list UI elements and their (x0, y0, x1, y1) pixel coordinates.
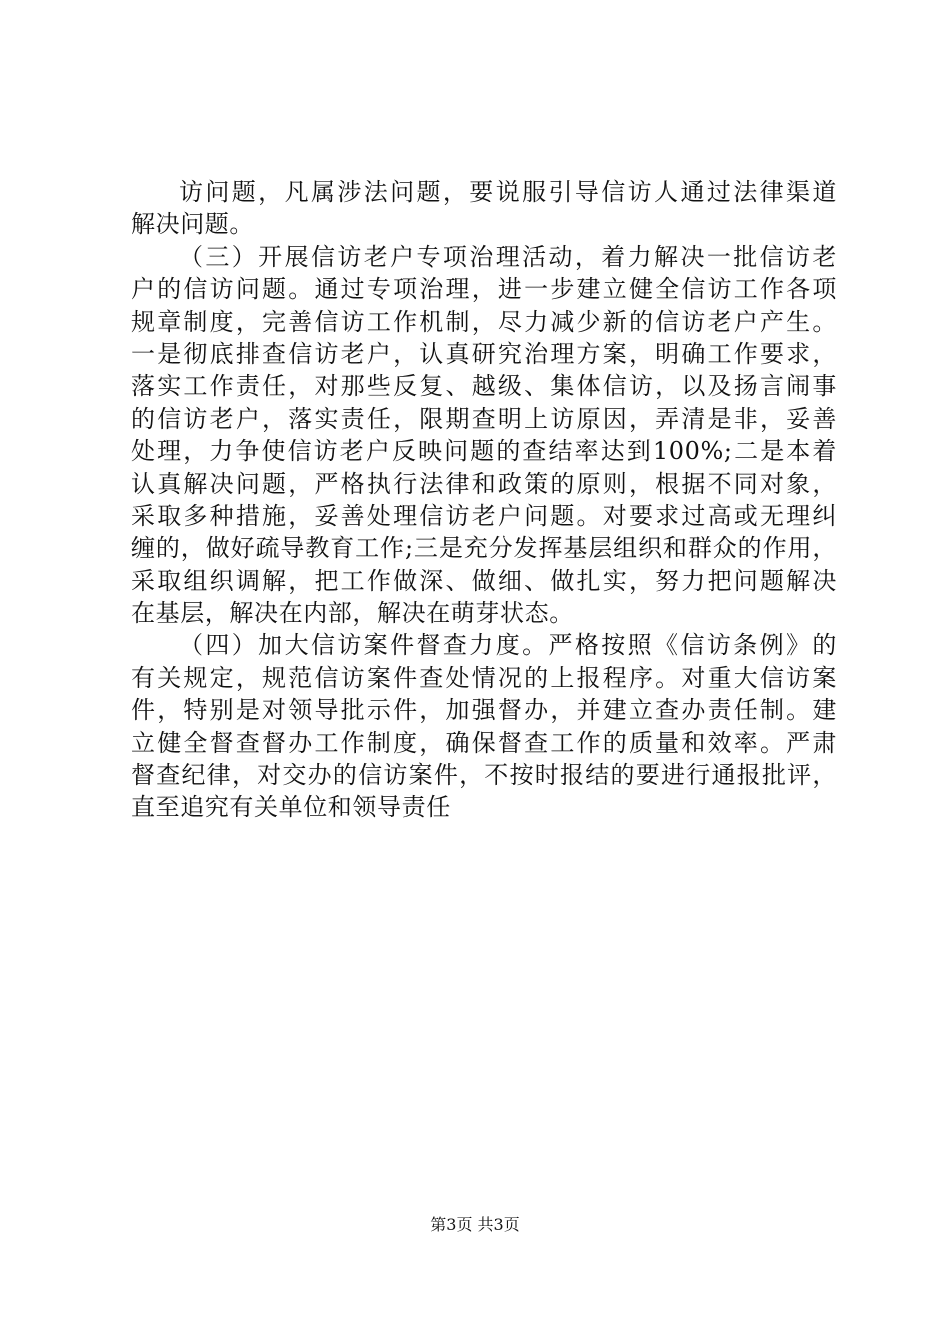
text-line: 采取组织调解，把工作做深、做细、做扎实，努力把问题解决 (131, 566, 837, 595)
text-line: 有关规定，规范信访案件查处情况的上报程序。对重大信访案 (131, 663, 837, 692)
text-line: 督查纪律，对交办的信访案件，不按时报结的要进行通报批评， (131, 761, 837, 790)
text-line: 解决问题。 (131, 210, 254, 239)
text-line: 直至追究有关单位和领导责任 (131, 793, 451, 822)
document-body (131, 176, 837, 824)
text-line: 规章制度，完善信访工作机制，尽力减少新的信访老户产生。 (131, 307, 837, 336)
text-line: 一是彻底排查信访老户，认真研究治理方案，明确工作要求， (131, 339, 837, 368)
page-footer: 第3页 共3页 (430, 1215, 520, 1234)
text-line: 访问题，凡属涉法问题，要说服引导信访人通过法律渠道 (179, 178, 837, 206)
text-line: 缠的，做好疏导教育工作;三是充分发挥基层组织和群众的作用， (131, 534, 837, 563)
text-line: （三）开展信访老户专项治理活动，着力解决一批信访老 (179, 242, 837, 271)
text-line: 的信访老户，落实责任，限期查明上访原因，弄清是非，妥善 (131, 404, 837, 433)
text-line: 在基层，解决在内部，解决在萌芽状态。 (131, 599, 574, 628)
text-line: （四）加大信访案件督查力度。严格按照《信访条例》的 (179, 631, 837, 660)
text-line: 认真解决问题，严格执行法律和政策的原则，根据不同对象， (131, 469, 837, 498)
text-line: 件，特别是对领导批示件，加强督办，并建立查办责任制。建 (131, 696, 837, 725)
text-line: 落实工作责任，对那些反复、越级、集体信访，以及扬言闹事 (131, 372, 837, 401)
text-line: 采取多种措施，妥善处理信访老户问题。对要求过高或无理纠 (131, 501, 837, 530)
text-line: 立健全督查督办工作制度，确保督查工作的质量和效率。严肃 (131, 728, 837, 757)
text-line: 处理，力争使信访老户反映问题的查结率达到100%;二是本着 (131, 437, 837, 466)
text-line: 户的信访问题。通过专项治理，进一步建立健全信访工作各项 (131, 275, 837, 304)
